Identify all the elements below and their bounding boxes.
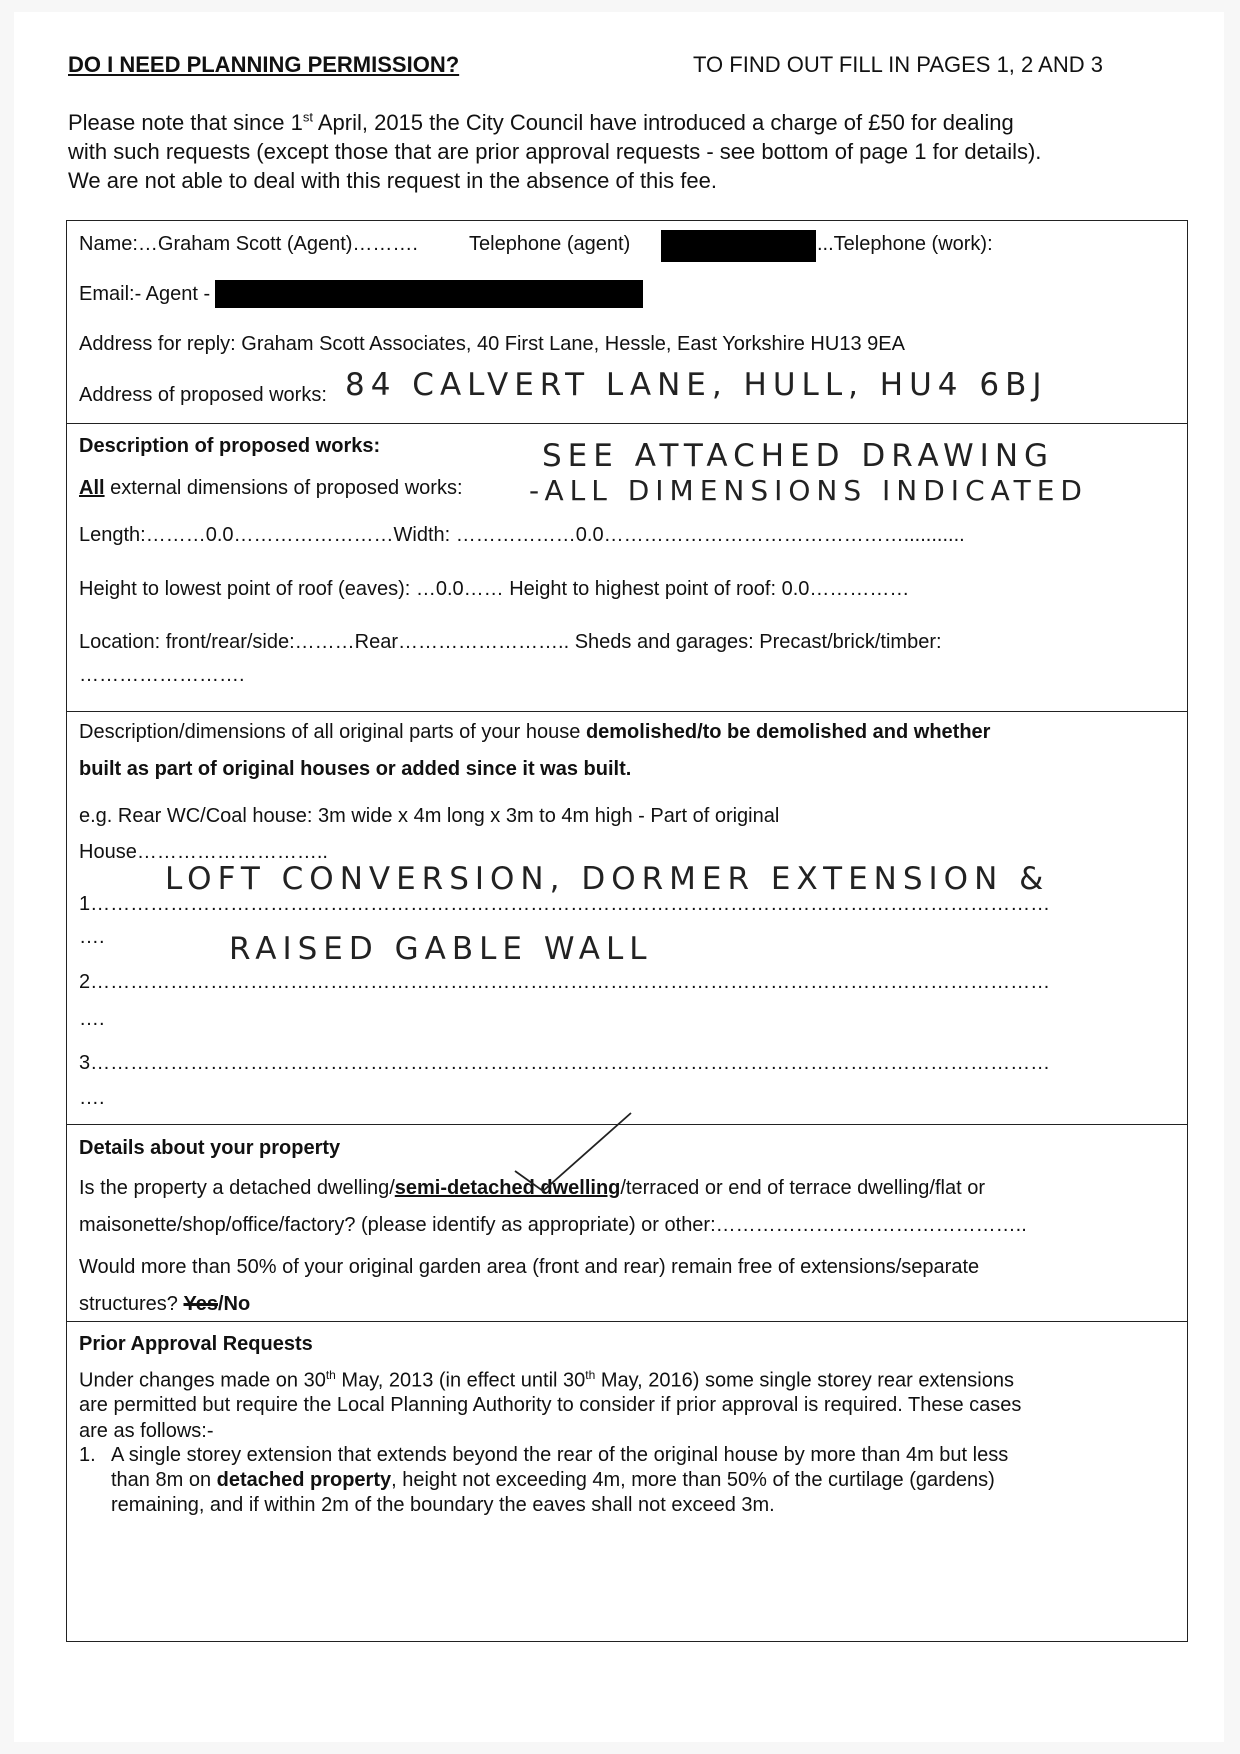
page-instruction: TO FIND OUT FILL IN PAGES 1, 2 AND 3 (693, 52, 1103, 77)
prior-approval-heading: Prior Approval Requests (79, 1333, 313, 1355)
demolition-handwritten-2[interactable]: RAISED GABLE WALL (229, 931, 653, 967)
property-heading: Details about your property (79, 1137, 341, 1159)
superscript: st (302, 109, 313, 125)
address-reply-field[interactable]: Address for reply: Graham Scott Associates, 40 First Lane, Hessle, East Yorkshire HU13 9EA (79, 333, 905, 355)
garden-question-text: structures? (79, 1293, 178, 1315)
location-field[interactable]: Location: front/rear/side:………Rear…………………….. Sheds and garages: Precast/brick/timber: (79, 631, 942, 653)
demolition-text: Description/dimensions of all original parts of your house (79, 721, 586, 743)
section-divider (67, 423, 1187, 424)
demolition-handwritten-1[interactable]: LOFT CONVERSION, DORMER EXTENSION & (165, 861, 1050, 897)
list-item: remaining, and if within 2m of the boundary the eaves shall not exceed 3m. (111, 1494, 775, 1516)
length-width-field[interactable]: Length:………0.0……………………Width: ………………0.0………………………………………........... (79, 524, 965, 546)
list-item (111, 1469, 995, 1492)
superscript: th (585, 1368, 596, 1382)
property-type-selected[interactable]: semi-detached dwelling (394, 1177, 621, 1199)
demolition-item-1-continued[interactable]: …. (79, 926, 105, 948)
demolition-item-2-continued[interactable]: …. (79, 1008, 105, 1030)
email-field[interactable]: Email:- Agent - (79, 283, 211, 305)
superscript: th (325, 1368, 336, 1382)
prior-approval-line: May, 2016) some single storey rear extensions (595, 1369, 1014, 1392)
heights-field[interactable]: Height to lowest point of roof (eaves): …0.0…… Height to highest point of roof: 0.0…………… (79, 578, 910, 600)
garden-question: Would more than 50% of your original garden area (front and rear) remain free of extensions/separate (79, 1256, 980, 1278)
works-handwritten-2[interactable]: -ALL DIMENSIONS INDICATED (529, 474, 1088, 507)
demolition-text-bold: demolished/to be demolished and whether (585, 721, 991, 743)
demolition-description (79, 721, 990, 744)
name-field[interactable]: Name:…Graham Scott (Agent)………. (79, 233, 418, 255)
works-heading: Description of proposed works: (79, 435, 381, 457)
telephone-work-field[interactable]: ...Telephone (work): (817, 233, 993, 255)
garden-answer (79, 1293, 250, 1316)
application-form (66, 220, 1188, 1642)
demolition-item-3-continued[interactable]: …. (79, 1087, 105, 1109)
section-divider (67, 711, 1187, 712)
prior-approval-text (79, 1368, 1014, 1393)
location-field-continued[interactable]: ……………………. (79, 664, 245, 686)
garden-no-option[interactable]: /No (217, 1293, 251, 1315)
list-item-bold: detached property (216, 1469, 392, 1491)
telephone-agent-label: Telephone (agent) (469, 233, 631, 255)
fee-notice-text: with such requests (except those that are prior approval requests - see bottom of page 1 for details). (68, 139, 1042, 164)
property-type-text: Is the property a detached dwelling/ (79, 1177, 395, 1199)
list-item-text: than 8m on (111, 1469, 217, 1491)
list-item: A single storey extension that extends beyond the rear of the original house by more than 4m but less (111, 1444, 1009, 1466)
address-works-label: Address of proposed works: (79, 384, 327, 406)
redacted-email (215, 280, 643, 308)
prior-approval-text: are as follows:- (79, 1420, 214, 1442)
section-divider (67, 1321, 1187, 1322)
prior-approval-text: are permitted but require the Local Planning Authority to consider if prior approval is required. These cases (79, 1394, 1022, 1416)
garden-yes-option[interactable]: Yes (183, 1293, 218, 1315)
fee-notice-text: Please note that since 1 (68, 110, 303, 135)
property-type-text: /terraced or end of terrace dwelling/flat or (620, 1177, 986, 1199)
property-type-other-field[interactable]: maisonette/shop/office/factory? (please identify as appropriate) or other:……………………………………….. (79, 1214, 1027, 1236)
prior-approval-line: Under changes made on 30 (79, 1369, 326, 1392)
list-item-text: , height not exceeding 4m, more than 50% of the curtilage (gardens) (391, 1469, 995, 1491)
demolition-item-1[interactable]: 1……………………………………………………………………………………………………………………………… (79, 893, 1051, 915)
fee-notice-text: April, 2015 the City Council have introduced a charge of £50 for dealing (312, 110, 1014, 135)
demolition-item-2[interactable]: 2……………………………………………………………………………………………………………………………… (79, 971, 1051, 993)
works-handwritten-1[interactable]: SEE ATTACHED DRAWING (542, 438, 1055, 474)
demolition-example-house: House……………………….. (79, 841, 328, 863)
demolition-description-bold: built as part of original houses or added since it was built. (79, 758, 632, 780)
list-item-number: 1. (79, 1444, 96, 1466)
demolition-example: e.g. Rear WC/Coal house: 3m wide x 4m long x 3m to 4m high - Part of original (79, 805, 780, 827)
dimensions-all: All (79, 477, 105, 499)
address-works-handwritten[interactable]: 84 CALVERT LANE, HULL, HU4 6BJ (345, 367, 1048, 403)
prior-approval-line: May, 2013 (in effect until 30 (335, 1369, 586, 1392)
fee-notice-text: We are not able to deal with this request in the absence of this fee. (68, 168, 717, 193)
dimensions-label-text: external dimensions of proposed works: (104, 477, 463, 499)
demolition-item-3[interactable]: 3……………………………………………………………………………………………………………………………… (79, 1052, 1051, 1074)
tick-mark-icon (507, 1105, 657, 1195)
fee-notice (68, 108, 1188, 195)
redacted-phone (661, 230, 816, 262)
page-title: DO I NEED PLANNING PERMISSION? (68, 52, 460, 77)
dimensions-label (79, 477, 463, 500)
